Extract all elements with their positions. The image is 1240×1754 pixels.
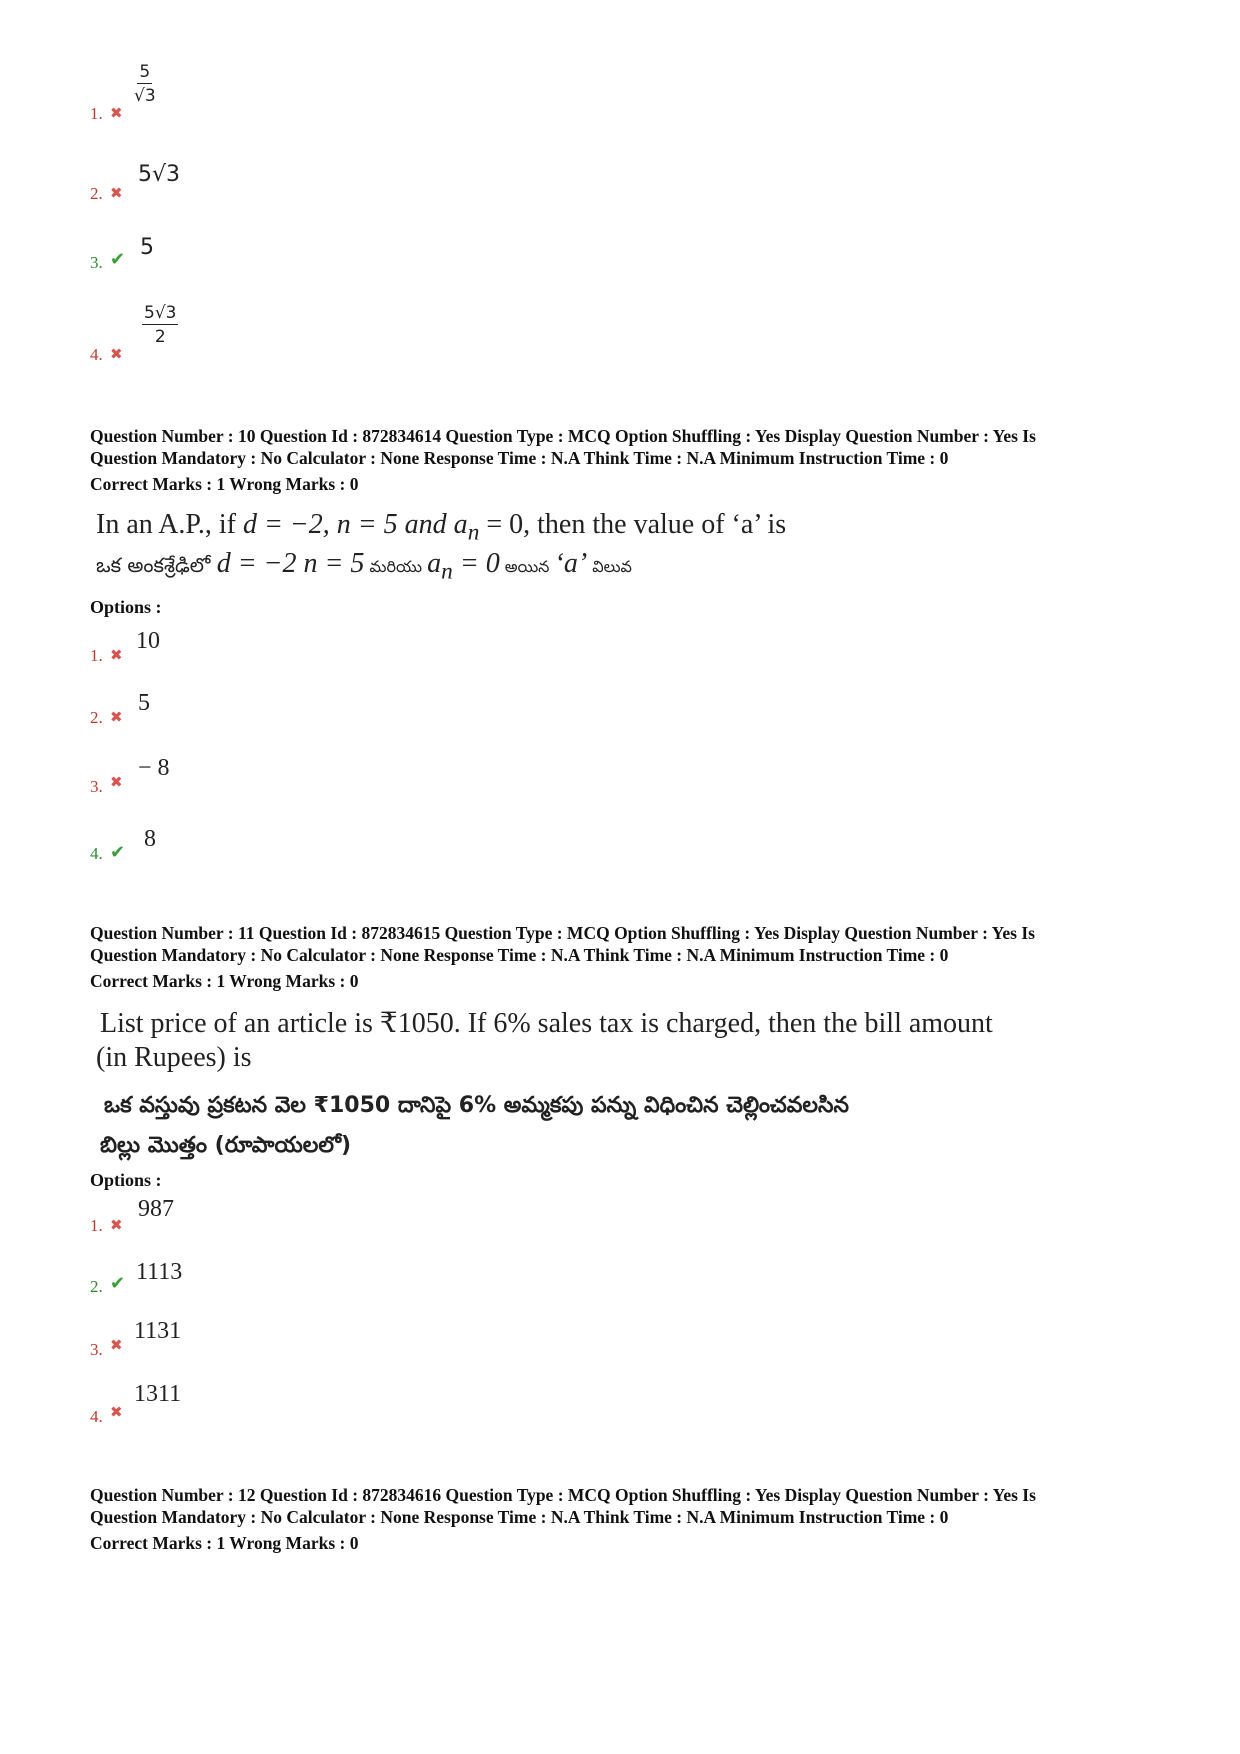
meta-line: Question Number : 11 Question Id : 872834615 Question Type : MCQ Option Shuffling : Yes Display Question Number : Yes Is xyxy=(90,923,1035,943)
option-value: 1113 xyxy=(136,1259,183,1285)
wrong-mark-icon: ✖ xyxy=(110,775,123,791)
correct-mark-icon: ✔ xyxy=(110,842,126,862)
telugu-text: విలువ xyxy=(587,557,632,576)
meta-line: Correct Marks : 1 Wrong Marks : 0 xyxy=(90,971,359,991)
math-fragment: a xyxy=(427,548,442,579)
option-value: 1131 xyxy=(134,1318,182,1344)
q9-option-1 xyxy=(90,60,290,130)
option-number: 4. xyxy=(90,1407,103,1426)
q11-option-3 xyxy=(90,1318,290,1358)
option-number: 4. xyxy=(90,844,103,863)
fraction-denominator: √3 xyxy=(134,86,156,106)
q11-options-label: Options : xyxy=(90,1170,162,1190)
question-line: List price of an article is ₹1050. If 6% sales tax is charged, then the bill amount xyxy=(100,1008,993,1039)
meta-line: Correct Marks : 1 Wrong Marks : 0 xyxy=(90,474,359,494)
option-number: 3. xyxy=(90,253,103,272)
wrong-mark-icon: ✖ xyxy=(110,710,123,726)
option-value: 5√3 xyxy=(138,162,181,187)
q10-option-3 xyxy=(90,755,290,795)
telugu-text: అయిన xyxy=(499,557,555,576)
q12-metadata xyxy=(90,1484,1150,1554)
q9-option-2 xyxy=(90,160,290,203)
option-number: 2. xyxy=(90,184,103,203)
q10-question-telugu xyxy=(96,548,632,586)
text-fragment: In an A.P., if xyxy=(96,509,243,540)
option-number: 3. xyxy=(90,1340,103,1359)
math-fragment: d = −2, n = 5 and a xyxy=(243,509,468,540)
q10-options-label: Options : xyxy=(90,597,162,617)
wrong-mark-icon: ✖ xyxy=(110,1405,123,1421)
telugu-line: ఒక వస్తువు ప్రకటన వెల ₹1050 దానిపై 6% అమ్మకపు పన్ను విధించిన చెల్లించవలసిన xyxy=(104,1093,849,1118)
text-fragment: = 0, then the value of ‘a’ is xyxy=(479,509,787,540)
meta-line: Question Mandatory : No Calculator : None Response Time : N.A Think Time : N.A Minimum Instruction Time : 0 xyxy=(90,448,949,468)
fraction-numerator: 5√3 xyxy=(144,303,177,323)
option-value: 8 xyxy=(144,826,156,852)
meta-line: Question Mandatory : No Calculator : None Response Time : N.A Think Time : N.A Minimum Instruction Time : 0 xyxy=(90,1507,949,1527)
wrong-mark-icon: ✖ xyxy=(110,648,123,664)
math-subscript: n xyxy=(467,519,480,546)
meta-line: Question Number : 12 Question Id : 872834616 Question Type : MCQ Option Shuffling : Yes Display Question Number : Yes Is xyxy=(90,1485,1036,1505)
meta-line: Correct Marks : 1 Wrong Marks : 0 xyxy=(90,1533,359,1553)
option-value: 5 xyxy=(138,690,150,716)
option-number: 4. xyxy=(90,345,103,364)
q9-option-4 xyxy=(90,303,290,373)
q11-option-1 xyxy=(90,1196,290,1236)
q11-question-english xyxy=(96,1007,1100,1075)
option-number: 1. xyxy=(90,104,103,123)
option-value: 10 xyxy=(136,628,160,654)
option-number: 2. xyxy=(90,708,103,727)
telugu-line: బిల్లు మొత్తం (రూపాయలలో) xyxy=(100,1133,352,1158)
wrong-mark-icon: ✖ xyxy=(110,186,123,202)
option-number: 1. xyxy=(90,646,103,665)
q10-metadata xyxy=(90,425,1150,495)
math-fragment: ‘a’ xyxy=(554,548,588,579)
telugu-text: మరియు xyxy=(364,557,428,576)
wrong-mark-icon: ✖ xyxy=(110,1218,123,1234)
q11-question-telugu xyxy=(100,1086,849,1166)
q11-option-2 xyxy=(90,1259,290,1299)
math-subscript: n xyxy=(441,558,453,585)
option-value: 987 xyxy=(138,1196,174,1222)
option-number: 2. xyxy=(90,1277,103,1296)
math-fragment: d = −2 n = 5 xyxy=(216,548,365,579)
option-value-fraction xyxy=(134,62,156,106)
question-line: (in Rupees) is xyxy=(96,1042,252,1073)
option-value: − 8 xyxy=(138,755,170,781)
q11-metadata xyxy=(90,922,1150,992)
correct-mark-icon: ✔ xyxy=(110,1273,126,1293)
correct-mark-icon: ✔ xyxy=(110,249,126,269)
option-number: 3. xyxy=(90,777,103,796)
math-fragment: = 0 xyxy=(452,548,500,579)
q10-question-english xyxy=(96,508,786,550)
q11-option-4 xyxy=(90,1381,290,1426)
wrong-mark-icon: ✖ xyxy=(110,106,123,122)
meta-line: Question Number : 10 Question Id : 872834614 Question Type : MCQ Option Shuffling : Yes Display Question Number : Yes Is xyxy=(90,426,1036,446)
meta-line: Question Mandatory : No Calculator : None Response Time : N.A Think Time : N.A Minimum Instruction Time : 0 xyxy=(90,945,949,965)
wrong-mark-icon: ✖ xyxy=(110,1338,123,1354)
option-number: 1. xyxy=(90,1216,103,1235)
fraction-numerator: 5 xyxy=(139,62,151,82)
q10-option-4 xyxy=(90,826,290,866)
fraction-denominator: 2 xyxy=(154,327,166,347)
q10-option-2 xyxy=(90,690,290,730)
wrong-mark-icon: ✖ xyxy=(110,347,123,363)
q10-option-1 xyxy=(90,628,290,668)
telugu-text: ఒక అంకశ్రేఢిలో xyxy=(96,553,217,577)
q9-option-3 xyxy=(90,235,290,275)
option-value: 1311 xyxy=(134,1381,182,1407)
option-value: 5 xyxy=(140,235,154,260)
option-value-fraction xyxy=(142,303,178,347)
